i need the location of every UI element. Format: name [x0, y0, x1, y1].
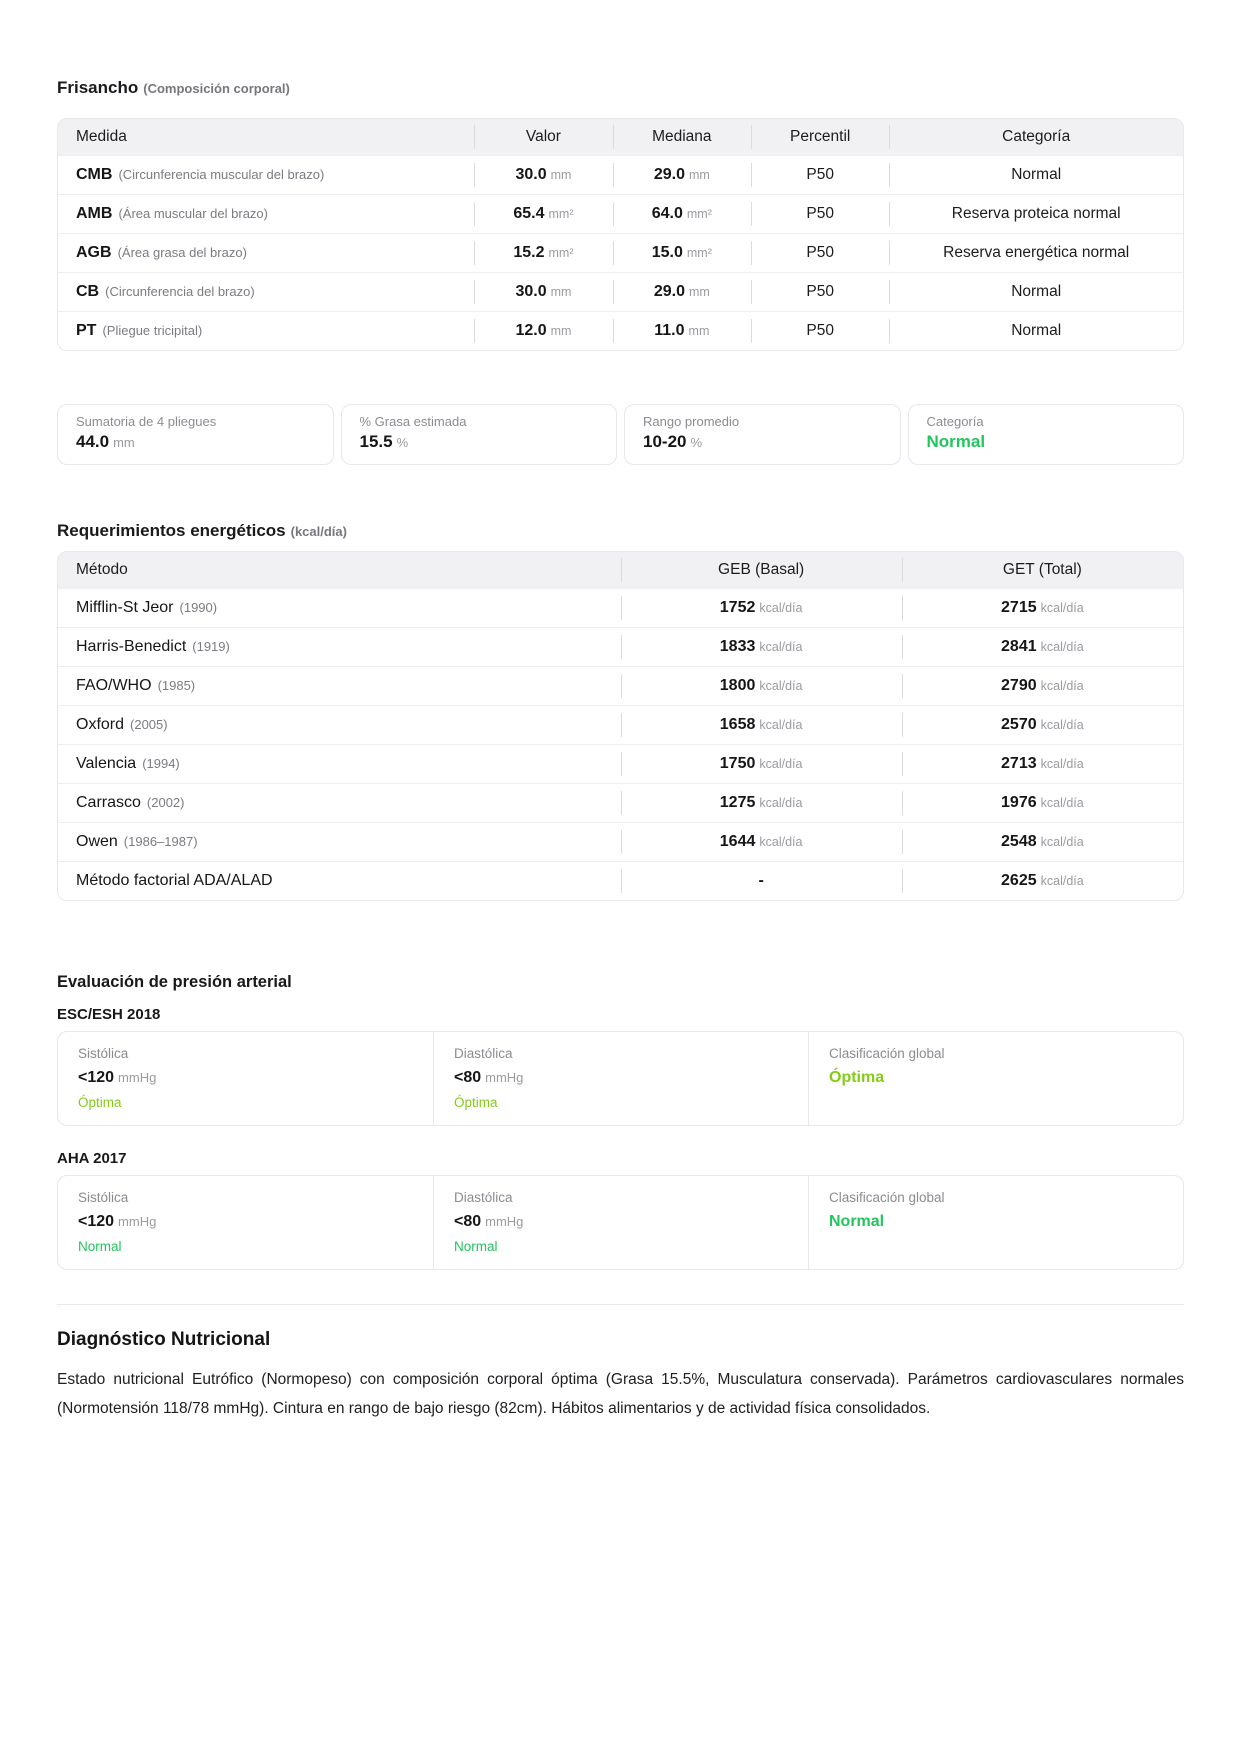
- method-name: Harris-Benedict: [76, 638, 187, 655]
- bp-card: [433, 1176, 808, 1269]
- bp-group-aha: [57, 1175, 1184, 1270]
- measure-code: CB: [76, 283, 100, 300]
- bp-card-status: Normal: [454, 1239, 498, 1254]
- get-value: 2841: [1001, 638, 1037, 655]
- geb-cell: [621, 667, 902, 706]
- valor-unit: mm: [550, 324, 572, 338]
- get-unit: kcal/día: [1040, 757, 1084, 771]
- mediana-cell: [613, 312, 751, 351]
- percentil-cell: P50: [751, 156, 889, 195]
- measure-cell: [58, 312, 474, 351]
- table-row: [58, 589, 1183, 628]
- method-name: Carrasco: [76, 794, 141, 811]
- method-year: (1919): [192, 639, 230, 654]
- geb-value: 1800: [719, 677, 756, 694]
- method-cell: [58, 628, 621, 667]
- diagnosis-text: Estado nutricional Eutrófico (Normopeso) con composición corporal óptima (Grasa 15.5%, Musculatura conservada). Parámetros cardiovasculares normales (Normotensión 118/78 mmHg). Cintura en rango de bajo riesgo (82cm). Hábitos alimentarios y de actividad física consolidados.: [57, 1371, 1184, 1417]
- diagnosis-heading: Diagnóstico Nutricional: [57, 1329, 271, 1350]
- summary-card-unit: mm: [113, 435, 135, 450]
- measure-description: (Circunferencia del brazo): [105, 284, 255, 299]
- summary-card: [57, 404, 334, 465]
- method-year: (1985): [157, 678, 196, 693]
- summary-card-unit: %: [396, 435, 409, 450]
- geb-unit: kcal/día: [759, 601, 803, 615]
- get-cell: [902, 784, 1183, 823]
- column-header-metodo: Método: [58, 552, 621, 589]
- valor-unit: mm²: [548, 207, 574, 221]
- method-name: Oxford: [76, 716, 125, 733]
- bp-card-value: <120: [78, 1213, 115, 1230]
- table-row: [58, 156, 1183, 195]
- geb-value: 1644: [719, 833, 756, 850]
- measure-description: (Área grasa del brazo): [117, 245, 247, 260]
- categoria-cell: Normal: [889, 273, 1183, 312]
- bp-card-unit: mmHg: [118, 1214, 157, 1229]
- get-unit: kcal/día: [1040, 718, 1084, 732]
- mediana-cell: [613, 273, 751, 312]
- summary-card-label: Rango promedio: [643, 414, 740, 429]
- method-cell: [58, 862, 621, 901]
- get-value: 2713: [1001, 755, 1037, 772]
- geb-value: 1752: [719, 599, 756, 616]
- geb-cell: [621, 628, 902, 667]
- geb-value: 1750: [719, 755, 756, 772]
- energy-section: [57, 521, 1184, 901]
- geb-unit: kcal/día: [759, 640, 803, 654]
- bp-card-status: Óptima: [78, 1095, 122, 1110]
- bp-card-status: Normal: [78, 1239, 122, 1254]
- get-cell: [902, 706, 1183, 745]
- bp-card-label: Clasificación global: [829, 1190, 945, 1205]
- geb-unit: kcal/día: [759, 718, 803, 732]
- measure-code: CMB: [76, 166, 113, 183]
- method-year: (2002): [146, 795, 185, 810]
- geb-unit: kcal/día: [759, 835, 803, 849]
- mediana-cell: [613, 234, 751, 273]
- bp-group-name-esc-esh: ESC/ESH 2018: [57, 1006, 161, 1023]
- measure-code: PT: [76, 322, 97, 339]
- geb-unit: kcal/día: [759, 679, 803, 693]
- get-unit: kcal/día: [1040, 640, 1084, 654]
- energy-table: [57, 551, 1184, 901]
- valor-unit: mm: [550, 168, 572, 182]
- categoria-cell: Normal: [889, 312, 1183, 351]
- get-value: 2570: [1001, 716, 1037, 733]
- table-row: [58, 823, 1183, 862]
- bp-card-label: Sistólica: [78, 1046, 129, 1061]
- mediana-value: 64.0: [651, 205, 683, 222]
- summary-card-label: Sumatoria de 4 pliegues: [76, 414, 217, 429]
- valor-cell: [474, 312, 612, 351]
- table-row: [58, 667, 1183, 706]
- percentil-cell: P50: [751, 273, 889, 312]
- method-year: (1986–1987): [123, 834, 198, 849]
- categoria-cell: Reserva proteica normal: [889, 195, 1183, 234]
- bp-card-unit: mmHg: [485, 1214, 524, 1229]
- summary-card-value: 44.0: [76, 432, 110, 451]
- bp-card-label: Sistólica: [78, 1190, 129, 1205]
- energy-subtitle: (kcal/día): [290, 524, 347, 539]
- method-cell: [58, 706, 621, 745]
- geb-value: 1658: [719, 716, 756, 733]
- get-cell: [902, 589, 1183, 628]
- bp-card: [433, 1032, 808, 1125]
- valor-value: 12.0: [515, 322, 547, 339]
- column-header-percentil: Percentil: [751, 119, 889, 156]
- summary-card-value: 10-20: [643, 432, 687, 451]
- geb-unit: kcal/día: [759, 757, 803, 771]
- valor-value: 30.0: [515, 166, 547, 183]
- table-row: [58, 234, 1183, 273]
- summary-card-label: % Grasa estimada: [359, 414, 467, 429]
- mediana-value: 29.0: [653, 166, 685, 183]
- valor-unit: mm: [550, 285, 572, 299]
- bp-card-value: <120: [78, 1069, 115, 1086]
- method-cell: [58, 667, 621, 706]
- bp-card: [808, 1176, 1183, 1269]
- mediana-unit: mm: [688, 324, 710, 338]
- bp-card-label: Clasificación global: [829, 1046, 945, 1061]
- measure-cell: [58, 273, 474, 312]
- method-name: Valencia: [76, 755, 137, 772]
- table-row: [58, 312, 1183, 351]
- method-cell: [58, 589, 621, 628]
- bp-card-value: Normal: [829, 1213, 885, 1230]
- summary-card-value: Normal: [926, 432, 986, 451]
- measure-description: (Circunferencia muscular del brazo): [118, 167, 325, 182]
- bp-card: [58, 1032, 433, 1125]
- summary-card-value: 15.5: [359, 432, 393, 451]
- valor-value: 15.2: [513, 244, 545, 261]
- get-value: 2548: [1001, 833, 1037, 850]
- categoria-cell: Normal: [889, 156, 1183, 195]
- percentil-cell: P50: [751, 234, 889, 273]
- table-row: [58, 195, 1183, 234]
- bp-card-value: <80: [454, 1069, 482, 1086]
- column-header-geb: GEB (Basal): [621, 552, 902, 589]
- mediana-cell: [613, 156, 751, 195]
- get-value: 2790: [1001, 677, 1037, 694]
- get-unit: kcal/día: [1040, 679, 1084, 693]
- geb-cell: [621, 589, 902, 628]
- percentil-cell: P50: [751, 312, 889, 351]
- bp-card-status: Óptima: [454, 1095, 498, 1110]
- energy-title: Requerimientos energéticos: [57, 521, 286, 540]
- get-unit: kcal/día: [1040, 796, 1084, 810]
- frisancho-subtitle: (Composición corporal): [143, 81, 290, 96]
- mediana-cell: [613, 195, 751, 234]
- get-cell: [902, 823, 1183, 862]
- method-name: Owen: [76, 833, 118, 850]
- measure-cell: [58, 195, 474, 234]
- bp-card-value: <80: [454, 1213, 482, 1230]
- method-name: FAO/WHO: [76, 677, 152, 694]
- measure-cell: [58, 234, 474, 273]
- method-cell: [58, 823, 621, 862]
- method-cell: [58, 745, 621, 784]
- geb-cell: [621, 784, 902, 823]
- table-row: [58, 862, 1183, 901]
- bp-card-unit: mmHg: [485, 1070, 524, 1085]
- geb-cell: [621, 745, 902, 784]
- table-row: [58, 273, 1183, 312]
- valor-value: 65.4: [513, 205, 545, 222]
- geb-cell: [621, 706, 902, 745]
- geb-value: -: [758, 872, 764, 889]
- valor-value: 30.0: [515, 283, 547, 300]
- frisancho-header-row: [58, 119, 1183, 156]
- summary-card: [908, 404, 1185, 465]
- summary-card: [341, 404, 618, 465]
- geb-value: 1275: [719, 794, 756, 811]
- frisancho-heading: [57, 78, 1184, 98]
- get-unit: kcal/día: [1040, 601, 1084, 615]
- frisancho-table: [57, 118, 1184, 351]
- bp-card: [808, 1032, 1183, 1125]
- valor-cell: [474, 156, 612, 195]
- summary-card-label: Categoría: [926, 414, 984, 429]
- bp-card-value: Óptima: [829, 1069, 885, 1086]
- column-header-valor: Valor: [474, 119, 612, 156]
- get-value: 1976: [1001, 794, 1037, 811]
- method-year: (1990): [179, 600, 218, 615]
- column-header-medida: Medida: [58, 119, 474, 156]
- bp-card-label: Diastólica: [454, 1190, 513, 1205]
- bp-group-esc-esh: [57, 1031, 1184, 1126]
- column-header-mediana: Mediana: [613, 119, 751, 156]
- get-value: 2715: [1001, 599, 1037, 616]
- geb-unit: kcal/día: [759, 796, 803, 810]
- valor-cell: [474, 273, 612, 312]
- geb-cell: [621, 862, 902, 901]
- bp-group-name-aha: AHA 2017: [57, 1150, 127, 1167]
- energy-heading: [57, 521, 1184, 541]
- method-name: Mifflin-St Jeor: [76, 599, 174, 616]
- get-value: 2625: [1001, 872, 1037, 889]
- mediana-value: 29.0: [653, 283, 685, 300]
- measure-description: (Pliegue tricipital): [102, 323, 203, 338]
- frisancho-title: Frisancho: [57, 78, 139, 97]
- column-header-get: GET (Total): [902, 552, 1183, 589]
- get-unit: kcal/día: [1040, 835, 1084, 849]
- section-divider: [57, 1304, 1184, 1305]
- geb-cell: [621, 823, 902, 862]
- summary-card: [624, 404, 901, 465]
- geb-value: 1833: [719, 638, 756, 655]
- table-row: [58, 784, 1183, 823]
- table-row: [58, 628, 1183, 667]
- blood-pressure-heading: Evaluación de presión arterial: [57, 973, 292, 991]
- measure-code: AMB: [76, 205, 113, 222]
- method-year: (2005): [130, 717, 168, 732]
- get-cell: [902, 628, 1183, 667]
- valor-cell: [474, 195, 612, 234]
- valor-unit: mm²: [548, 246, 574, 260]
- bp-card-label: Diastólica: [454, 1046, 513, 1061]
- table-row: [58, 706, 1183, 745]
- method-year: (1994): [142, 756, 180, 771]
- measure-description: (Área muscular del brazo): [118, 206, 268, 221]
- mediana-unit: mm: [688, 285, 710, 299]
- summary-cards-row: [57, 404, 1184, 465]
- table-row: [58, 745, 1183, 784]
- method-cell: [58, 784, 621, 823]
- get-cell: [902, 862, 1183, 901]
- measure-code: AGB: [76, 244, 112, 261]
- method-name: Método factorial ADA/ALAD: [76, 872, 273, 889]
- column-header-categoria: Categoría: [889, 119, 1183, 156]
- mediana-value: 11.0: [654, 322, 685, 339]
- summary-card-unit: %: [690, 435, 703, 450]
- measure-cell: [58, 156, 474, 195]
- get-cell: [902, 667, 1183, 706]
- mediana-unit: mm²: [686, 207, 712, 221]
- percentil-cell: P50: [751, 195, 889, 234]
- categoria-cell: Reserva energética normal: [889, 234, 1183, 273]
- energy-header-row: [58, 552, 1183, 589]
- bp-card-unit: mmHg: [118, 1070, 157, 1085]
- mediana-unit: mm: [688, 168, 710, 182]
- mediana-value: 15.0: [651, 244, 683, 261]
- valor-cell: [474, 234, 612, 273]
- bp-card: [58, 1176, 433, 1269]
- get-cell: [902, 745, 1183, 784]
- mediana-unit: mm²: [686, 246, 712, 260]
- get-unit: kcal/día: [1040, 874, 1084, 888]
